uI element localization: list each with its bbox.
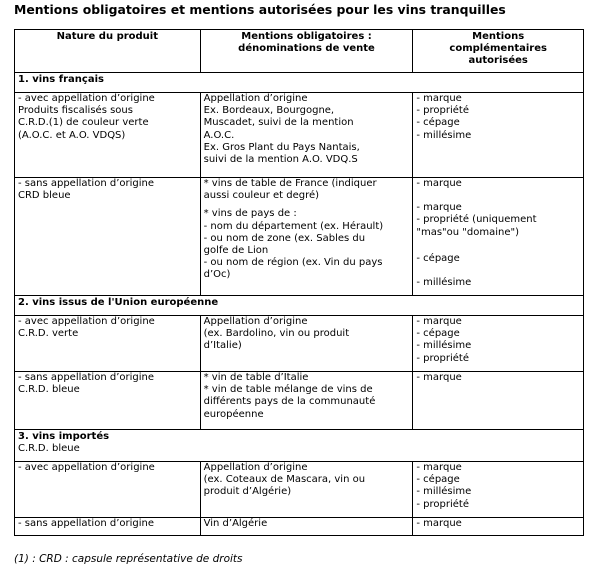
section-title: 3. vins importés	[18, 431, 110, 442]
section-row	[15, 73, 584, 93]
section-row	[15, 430, 584, 462]
table-row	[15, 178, 584, 296]
nature-cell: - avec appellation d’origine	[15, 462, 201, 518]
table-row	[15, 316, 584, 372]
complementaires-cell: - marque - cépage - millésime - propriété	[413, 316, 584, 372]
header-nature: Nature du produit	[15, 30, 201, 73]
page-title: Mentions obligatoires et mentions autorisées pour les vins tranquilles	[14, 2, 506, 17]
header-complementaires: Mentions complémentaires autorisées	[413, 30, 584, 73]
obligatoires-cell: Appellation d’origine (ex. Coteaux de Mascara, vin ou produit d’Algérie)	[200, 462, 413, 518]
complementaires-cell: - marque - marque - propriété (uniquement "mas"ou "domaine") - cépage - millésime	[413, 178, 584, 296]
table-row	[15, 93, 584, 178]
nature-cell: - sans appellation d’origine	[15, 518, 201, 536]
table-row	[15, 462, 584, 518]
nature-cell: - avec appellation d’origine C.R.D. verte	[15, 316, 201, 372]
obligatoires-cell: Appellation d’origine Ex. Bordeaux, Bourgogne, Muscadet, suivi de la mention A.O.C. Ex. Gros Plant du Pays Nantais, suivi de la mention A.O. VDQ.S	[200, 93, 413, 178]
header-obligatoires: Mentions obligatoires : dénominations de vente	[200, 30, 413, 73]
complementaires-cell: - marque	[413, 372, 584, 430]
wine-mentions-table	[14, 29, 584, 536]
section-title-cell	[15, 430, 584, 462]
header-row	[15, 30, 584, 73]
obligatoires-cell: * vins de table de France (indiquer aussi couleur et degré) * vins de pays de : - nom du département (ex. Hérault) - ou nom de zone (ex. Sables du golfe de Lion - ou nom de région (ex. Vin du pays d’Oc)	[200, 178, 413, 296]
table-row	[15, 372, 584, 430]
complementaires-cell: - marque - propriété - cépage - millésime	[413, 93, 584, 178]
nature-cell: - sans appellation d’origine CRD bleue	[15, 178, 201, 296]
obligatoires-cell: Appellation d’origine (ex. Bardolino, vin ou produit d’Italie)	[200, 316, 413, 372]
section-title: 1. vins français	[15, 73, 584, 93]
obligatoires-cell: * vin de table d’Italie * vin de table mélange de vins de différents pays de la communauté européenne	[200, 372, 413, 430]
section-title: 2. vins issus de l'Union européenne	[15, 296, 584, 316]
table-row	[15, 518, 584, 536]
section-subtitle: C.R.D. bleue	[18, 443, 80, 455]
obligatoires-cell: Vin d’Algérie	[200, 518, 413, 536]
footnote: (1) : CRD : capsule représentative de droits	[14, 553, 243, 565]
nature-cell: - avec appellation d’origine Produits fiscalisés sous C.R.D.(1) de couleur verte (A.O.C. et A.O. VDQS)	[15, 93, 201, 178]
complementaires-cell: - marque	[413, 518, 584, 536]
complementaires-cell: - marque - cépage - millésime - propriété	[413, 462, 584, 518]
nature-cell: - sans appellation d’origine C.R.D. bleue	[15, 372, 201, 430]
section-row	[15, 296, 584, 316]
